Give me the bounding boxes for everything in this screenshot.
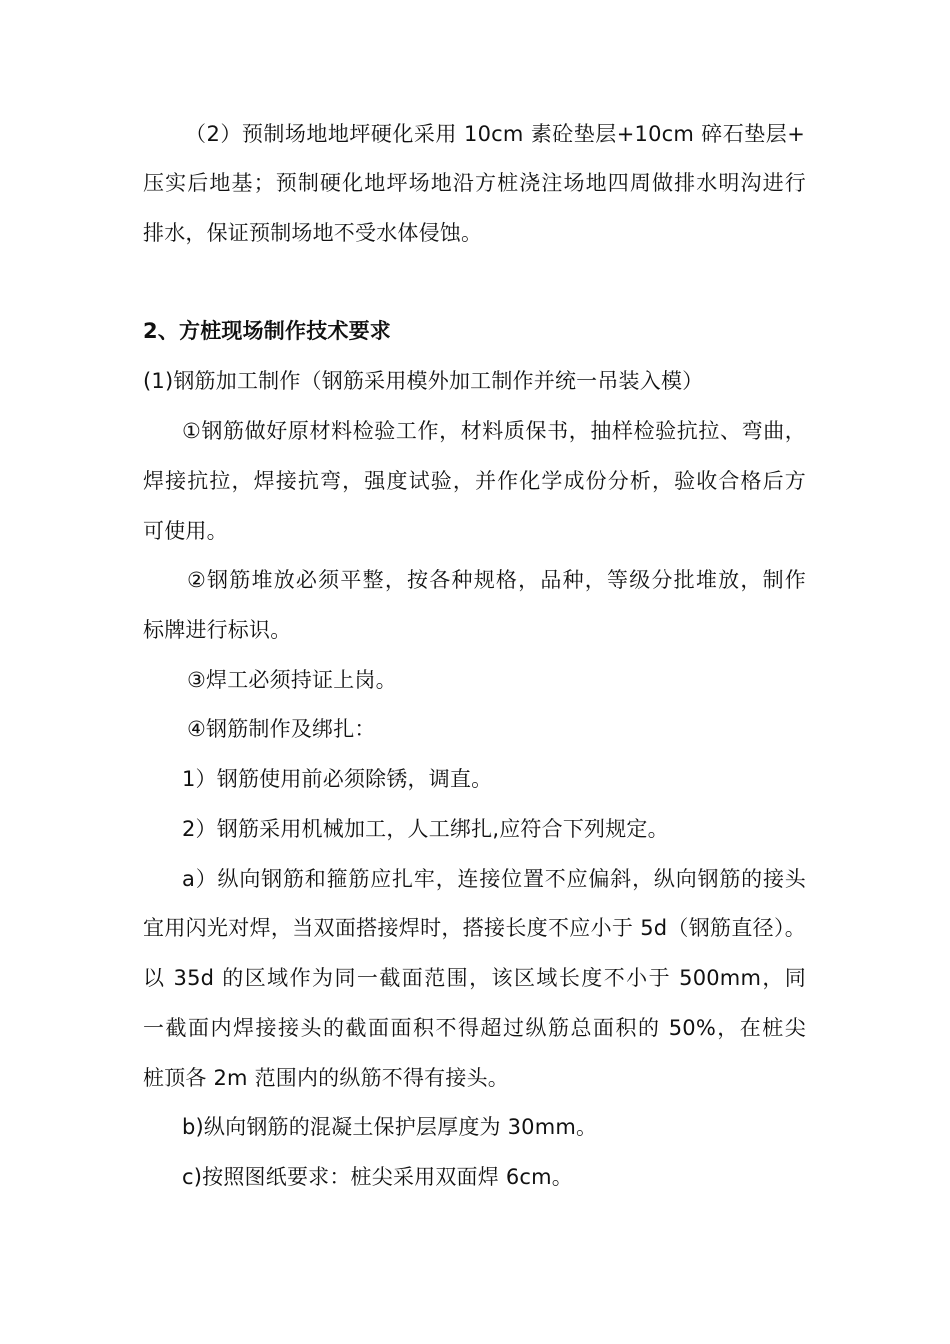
item-3: ③焊工必须持证上岗。 <box>187 668 397 692</box>
paragraph-1-line-3: 排水，保证预制场地不受水体侵蚀。 <box>143 221 483 245</box>
item-2-line-2: 标牌进行标识。 <box>143 618 292 642</box>
item-1-line-1: ①钢筋做好原材料检验工作，材料质保书，抽样检验抗拉、弯曲， <box>182 419 806 443</box>
step-2: 2）钢筋采用机械加工，人工绑扎,应符合下列规定。 <box>182 817 669 841</box>
item-1-line-3: 可使用。 <box>143 519 228 543</box>
clause-a-line-1: a）纵向钢筋和箍筋应扎牢，连接位置不应偏斜，纵向钢筋的接头 <box>182 867 806 891</box>
item-2-line-1: ②钢筋堆放必须平整，按各种规格，品种，等级分批堆放，制作 <box>187 568 806 592</box>
clause-a-line-3: 以 35d 的区域作为同一截面范围，该区域长度不小于 500mm，同 <box>143 966 806 990</box>
item-1-line-2: 焊接抗拉，焊接抗弯，强度试验，并作化学成份分析，验收合格后方 <box>143 469 806 493</box>
clause-c: c)按照图纸要求：桩尖采用双面焊 6cm。 <box>182 1165 573 1189</box>
step-1: 1）钢筋使用前必须除锈，调直。 <box>182 767 493 791</box>
clause-a-line-2: 宜用闪光对焊，当双面搭接焊时，搭接长度不应小于 5d（钢筋直径）。 <box>143 916 806 940</box>
clause-a-line-4: 一截面内焊接接头的截面面积不得超过纵筋总面积的 50%，在桩尖 <box>143 1016 806 1040</box>
clause-b: b)纵向钢筋的混凝土保护层厚度为 30mm。 <box>182 1115 598 1139</box>
section-heading: 2、方桩现场制作技术要求 <box>143 319 392 343</box>
item-4: ④钢筋制作及绑扎： <box>187 717 376 741</box>
paragraph-1-line-1: （2）预制场地地坪硬化采用 10cm 素砼垫层+10cm 碎石垫层+ <box>185 122 805 146</box>
clause-a-line-5: 桩顶各 2m 范围内的纵筋不得有接头。 <box>143 1066 509 1090</box>
subsection-steel-processing: (1)钢筋加工制作（钢筋采用模外加工制作并统一吊装入模） <box>143 369 704 393</box>
paragraph-1-line-2: 压实后地基；预制硬化地坪场地沿方桩浇注场地四周做排水明沟进行 <box>143 171 806 195</box>
